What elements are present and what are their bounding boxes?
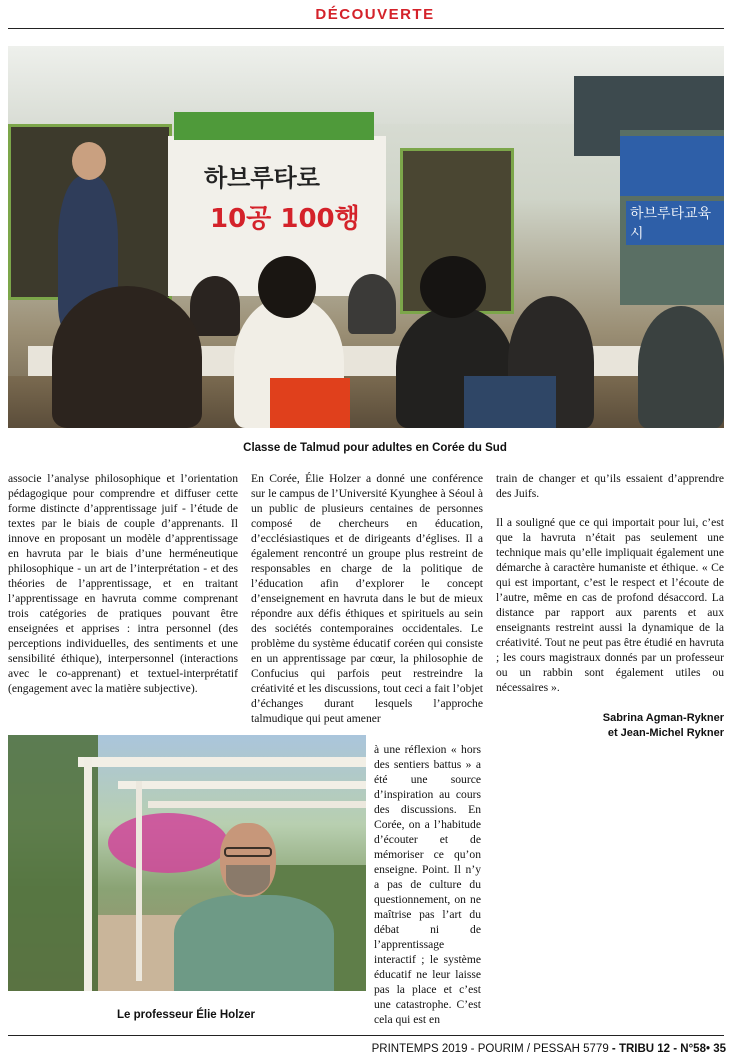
article-paragraph: Il a souligné que ce qui importait pour lui, c’est que la havruta n’était pas seulement une technique mais qu’elle impliquait également une démarche à caractère humaniste et éthique. « Ce qui est important, c’est le respect et l’écoute de l’autre, même en cas de profond désaccord. La distance par rapport aux parents et aux enseignants restreint aussi la dynamique de la créativité. Tout ne peut pas être étudié en havruta ; les cours magistraux donnés par un professeur ou un rabbin sont également utiles ou nécessaires ». bbox=[496, 516, 724, 694]
footer-magazine: - TRIBU 12 - N°58• 35 bbox=[608, 1043, 726, 1055]
article-column-3 bbox=[496, 471, 724, 695]
article-paragraph: En Corée, Élie Holzer a donné une conférence sur le campus de l’Université Kyunghee à Séoul à un public de plusieurs centaines de personnes composé de chercheurs en éducation, d’ecclésiastiques et de dirigeants d’églises. Il a également rencontré un groupe plus restreint de responsables en charge de la politique de l’éducation afin d’explorer le concept d’enseignement en havruta dans le but de mieux répondre aux défis éthiques et spirituels au sein des sociétés contemporaines occidentales. Le problème du système éducatif coréen qui consiste en un apprentissage par cœur, la philosophie de Confucius qui parfois peut restreindre la créativité et les discussions, tout ceci a fait l’objet d’échanges durant lesquels l’approche talmudique qui peut amener bbox=[251, 472, 483, 725]
article-paragraph: associe l’analyse philosophique et l’orientation pédagogique pour comprendre et diffuser cette forme distincte d’apprentissage juif - l’étude de textes par le biais de couple d’apprenants. Il innove en proposant un modèle d’apprentissage en havruta par le biais d’une herméneutique philosophique - un art de l’interprétation - et des théories de l’apprentissage, et en traitant l’apprentissage en havruta comme comprenant trois catégories de pratiques pouvant être enseignées et apprises : intra personnel (des perceptions individuelles, des sentiments et une sensibilité éthique), interpersonnel (interactions avec le co-apprenant) et textuel-interprétatif (engagement avec la matière subjective). bbox=[8, 472, 238, 695]
classroom-photo bbox=[8, 46, 724, 428]
article-paragraph: train de changer et qu’ils essaient d’apprendre des Juifs. bbox=[496, 472, 724, 500]
banner-text-line1: 하브루타로 bbox=[204, 164, 320, 192]
author-signature-line1: Sabrina Agman-Rykner bbox=[602, 712, 724, 724]
article-column-1 bbox=[8, 471, 238, 696]
top-rule bbox=[8, 28, 724, 29]
main-photo-caption: Classe de Talmud pour adultes en Corée du Sud bbox=[243, 442, 507, 454]
professor-photo-caption: Le professeur Élie Holzer bbox=[116, 1009, 256, 1021]
article-paragraph: à une réflexion « hors des sentiers battus » a été une source d’inspiration au cours des discussions. En Corée, on a l’habitude d’écouter et de mémoriser ce qu’on enseigne. Point. Il n’y a pas de culture du questionnement, on ne maîtrise pas l’art du débat ni de l’apprentissage interactif ; le système éducatif ne leur laisse pas la place et c’est une catastrophe. C’est cela qui est en bbox=[374, 743, 481, 1026]
article-column-2-continued bbox=[374, 742, 481, 1027]
page-footer bbox=[372, 1043, 726, 1055]
banner-text-line2: 10공 100행 bbox=[210, 204, 360, 234]
author-signature-line2: et Jean-Michel Rykner bbox=[607, 727, 724, 739]
professor-photo bbox=[8, 735, 366, 991]
bottom-rule bbox=[8, 1035, 724, 1036]
banner-sign-text: 하브루타교육시 bbox=[626, 201, 724, 245]
footer-issue: PRINTEMPS 2019 - POURIM / PESSAH 5779 bbox=[371, 1043, 609, 1055]
article-column-2 bbox=[251, 471, 483, 726]
section-title: DÉCOUVERTE bbox=[315, 6, 435, 23]
